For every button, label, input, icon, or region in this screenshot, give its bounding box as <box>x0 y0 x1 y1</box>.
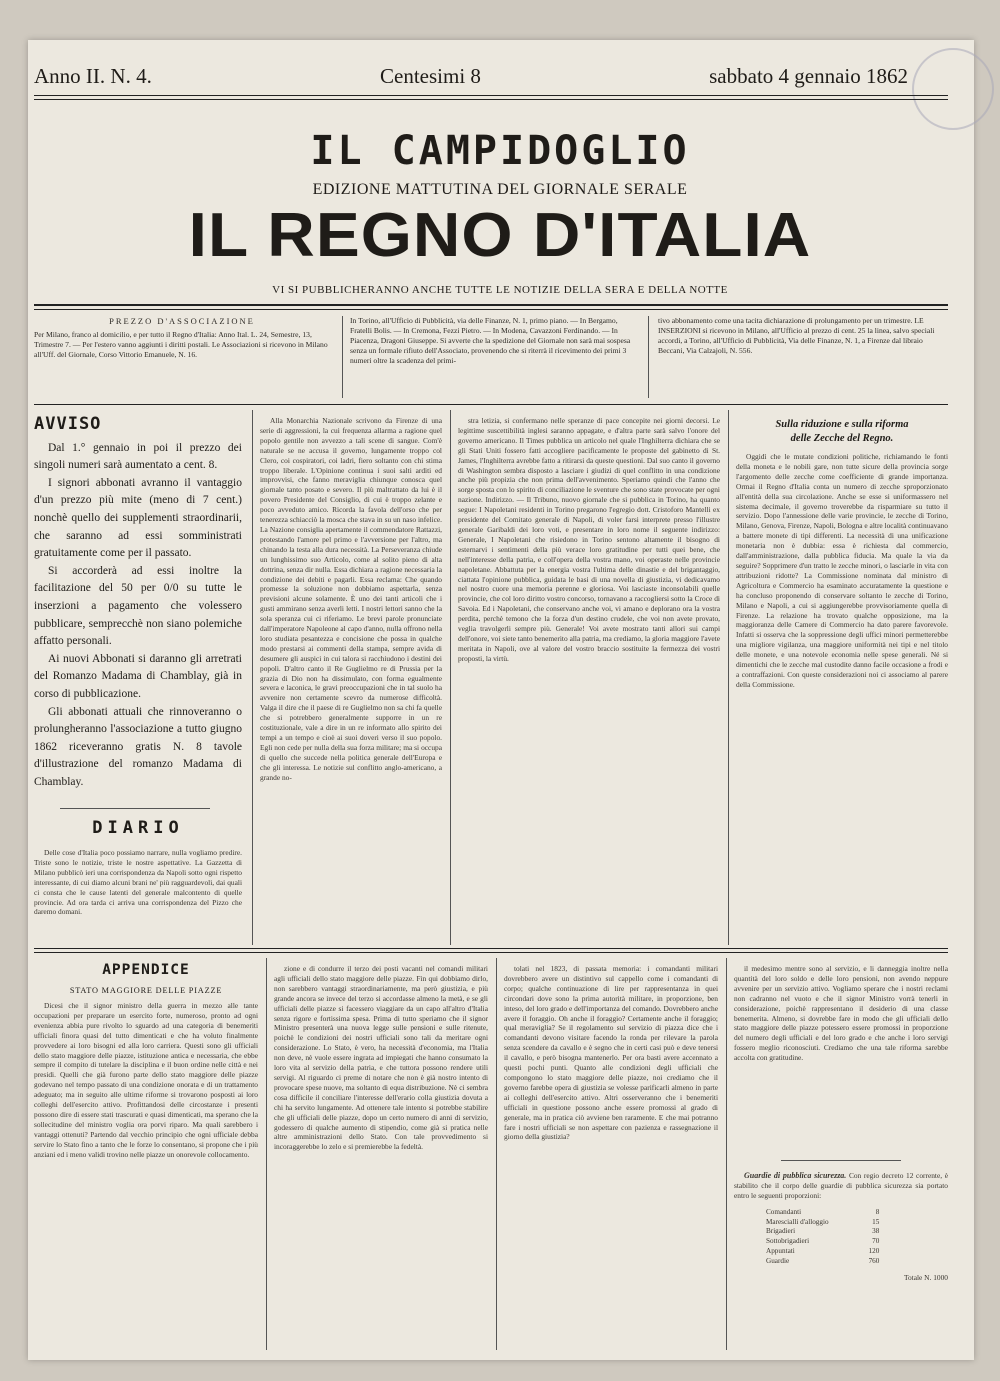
appendice-title: APPENDICE <box>102 962 190 978</box>
guardie-intro <box>734 1171 948 1204</box>
lower-divider-1 <box>266 958 267 1350</box>
masthead-main-title: IL REGNO D'ITALIA <box>188 201 812 270</box>
library-stamp <box>912 48 994 130</box>
guardie-label: Comandanti <box>766 1207 802 1216</box>
masthead-subtitle: EDIZIONE MATTUTINA DEL GIORNALE SERALE <box>312 181 688 198</box>
guardie-paragraph <box>734 1171 948 1201</box>
zecche-title-line2: delle Zecche del Regno. <box>790 433 894 444</box>
dateline-rule <box>34 95 948 96</box>
column-divider-3 <box>728 410 729 945</box>
inserzioni-info: tivo abbonamento come una tacita dichiarazione di prolungamento per un trimestre. LE INSERZIONI si ricevono in Milano, all'Ufficio al prezzo di cent. 25 la linea, salvo speciali accordi, a Torino, all'Ufficio di Pubblicità, Via delle Finanze, N. 1, a Firenze dal libraio Beccani, Via Calzajoli, N. 556. <box>658 316 935 355</box>
zecche-article <box>736 418 948 938</box>
appendice-section <box>34 962 258 1352</box>
guardie-value: 120 <box>868 1246 880 1255</box>
column-divider-1 <box>252 410 253 945</box>
diario-title: DIARIO <box>92 818 184 838</box>
guardie-label: Appuntati <box>766 1246 795 1255</box>
avviso-title: AVVISO <box>34 414 102 434</box>
table-row <box>762 1257 883 1267</box>
table-row <box>762 1208 883 1218</box>
masthead-tagline: VI SI PUBBLICHERANNO ANCHE TUTTE LE NOTIZIE DELLA SERA E DELLA NOTTE <box>272 284 728 296</box>
torino-info: In Torino, all'Ufficio di Pubblicità, via delle Finanze, N. 1, primo piano. — In Bergamo, Fratelli Bolis. — In Cremona, Fezzi Pietro. — In Modena, Cavazzoni Ferdinando. — In Piacenza, Dragoni Giuseppe. Si avverte che la spedizione del Giornale non sarà mai sospesa senza un formale rifiuto dell'Associato, provenendo che si riterrà il ricevimento dei primi 3 numeri oltre la scadenza del primi- <box>350 316 631 365</box>
lower-column-4-text <box>734 964 948 1150</box>
guardie-separator <box>781 1160 901 1161</box>
table-row <box>762 1218 883 1228</box>
column-2-text <box>260 416 442 938</box>
guardie-value: 760 <box>868 1256 880 1265</box>
guardie-title: Guardie di pubblica sicurezza. <box>744 1171 847 1180</box>
feuilleton-rule <box>34 948 948 949</box>
avviso-paragraph: Si accorderà ad essi inoltre la facilitazione del 50 per 0/0 su tutte le inserzioni a pagamento che volessero pubblicare, semprecchè non siano polemiche affatto personali. <box>34 564 242 648</box>
column-3-paragraph: stra letizia, si confermano nelle speranze di pace concepite nei giorni decorsi. Le legittime suscettibilità inglesi saranno appagate, e d'altra parte sarà salvo l'onore del governo americano. Il Times pubblica un articolo nel quale l'Inghilterra dichiara che se gli Stati Uniti fossero fatti accogliere pacificamente le proposte del gabinetto di St. James, l'Inghilterra avrebbe fatto a ritirarsi da queste questioni. Dal suo canto il governo di Washington sembra disposto a lasciare i giudizi di quel conflitto in una condizione anche più propizia che non prima dell'avvenimento. Speriamo quindi che l'anno che sorge sposta con lo spirito di conciliazione le sventure che sono state provocate per ogni nazione. Indirizzo. — Il Tribuno, nuovo giornale che si pubblica in Torino, ha quanto segue: I Napoletani residenti in Torino pregarono l'egregio dott. Cristoforo Mantelli ex presidente del Comitato generale di Napoli, di voler farsi interprete presso l'illustre generale Garibaldi dei loro voti, e presentare in loro nome il seguente indirizzo: Generale, I Napoletani che risiedono in Torino sentono altamente il bisogno di esternarvi i sentimenti della più verace loro gratitudine per tutti quei bene, che nell'interesse della patria, e coll'opera della vostra mano, voi operaste nelle provincie napoletane. Abbattuta per la energia vostra l'ultima delle dinastie e del brigantaggio, ciattata l'opinione pubblica, guidata le basi di una novella di giustizia, vi dedicavamo nel nostro cuore una memoria perenne e gloriosa. Voi lasciaste inconsolabili quelle provincie, che col loro diritto vostro concorso, tornavano a raccogliersi sotto la Croce di Savoia. Ed i Napoletani, che conservano anche voi, vi amano e deplorano ora la vostra perdita, perchè temono che la forza d'un destino crudele, che voi non avete provato, veglia travolgerli sempre più. Generale! Voi avete mostrato tanti allori sui campi dell'onore, voi siete tanto benemerito alla patria, ma crediamo, la gloria maggiore l'avete meritata in Napoli, ove al valore del vostro braccio sostituite la fermezza dei vostri proposti, la virtù. <box>458 416 720 663</box>
masthead-rule-thin <box>34 309 948 310</box>
avviso-section <box>34 416 242 791</box>
issue-price: Centesimi 8 <box>380 64 481 88</box>
issue-number: Anno II. N. 4. <box>34 64 152 88</box>
column-3-text <box>458 416 720 938</box>
subscription-info <box>34 316 948 398</box>
guardie-label: Sottobrigadieri <box>766 1237 810 1246</box>
lower-column-3-paragraph: tolati nel 1823, di passata memoria: i comandanti militari dovrebbero avere un distintivo sul cappello come i comandanti di corpo; qualche continuazione di lire per rappresentanza in quei circondari dove sono la prima autorità militare, in proporzione, ben inteso, del loro grado e dell'importanza del comando. Dovrebbero anche avere il foraggio. Oh anche il foraggio? Certamente anche il foraggio; qual meraviglia? Se il regolamento sul servizio di piazza dice che i comandanti devono visitare facendo la ronda per rilevare la parola senza scendere da cavallo e è segno che in certi casi può e deve tenersi il cavallo, e però bisogna mantenerlo. Per ora basti avere accennato a questi pochi punti. Quanto alle condizioni degli ufficiali che compongono lo stato maggiore delle piazze, noi crediamo che il governo farebbe opera di giustizia se volesse parificarli almeno in parte ai colleghi dell'esercito attivo. Altri osserveranno che i benemeriti ufficiali in questione possono anche essere promossi al grado di generale, ma in pratica ciò avviene ben raramente. E che mai potranno fare i nostri ufficiali se non aspettare con pazienza e rassegnazione il giorno della giustizia? <box>504 964 718 1142</box>
column-divider-2 <box>450 410 451 945</box>
lower-column-3 <box>504 964 718 1350</box>
table-row <box>762 1227 883 1237</box>
diario-text <box>34 848 242 938</box>
guardie-value: 70 <box>872 1237 880 1246</box>
diario-paragraph: Delle cose d'Italia poco possiamo narrare, nulla vogliamo predire. Triste sono le notizie, triste le nostre aspettative. La Gazzetta di Milano pubblicò ieri una corrispondenza da Napoli sotto ogni rispetto interessante, di cui diamo alcuni brani ne' più ragguardevoli, dai quali ci consta che le cause latenti del generale malcontento di quelle provincie. Ad ora tarda ci arriva una corrispondenza del Pizzo che daremo domani. <box>34 848 242 917</box>
guardie-label: Marescialli d'alloggio <box>766 1217 829 1226</box>
avviso-separator <box>60 808 210 809</box>
guardie-value: 15 <box>872 1217 880 1226</box>
avviso-paragraph: Ai nuovi Abbonati si daranno gli arretrati del Romanzo Madama di Chamblay, già in corso di pubblicazione. <box>34 652 242 700</box>
guardie-label: Brigadieri <box>766 1227 796 1236</box>
lower-divider-3 <box>726 958 727 1350</box>
info-divider-1 <box>342 316 343 398</box>
lower-column-2-paragraph: zione e di condurre il terzo dei posti vacanti nel comandi militari agli ufficiali dello stato maggiore delle piazze. Fin qui dobbiamo dirlo, non sarebbero vantaggi straordinariamente, ma però giustizia, e più grande ancora se invece del terzo si accordasse almeno la metà, e se gli ufficiali delle piazze si facessero viaggiare da un capo all'altro d'Italia senza rigore e fortissima spesa. Prima di tutto speriamo che il signor Ministro presenterà una nuova legge sulle pensioni e sulle ritenute, poichè le condizioni dei nostri ufficiali sono tali da meritare ogni considerazione. Lo Stato, è vero, ha necessità d'economia, ma l'Italia non deve, nè vuole essere ingrata ad impiegati che hanno consumato la loro vita al servizio della patria, e che tuttora possono rendere utili servigi. Al riguardo ci preme di notare che non è già nostro intento di provocare spese nuove, ma soltanto di equa distribuzione. Nè ci sembra cosa difficile il conciliare l'interesse dell'erario colla giustizia dovuta a chi ha servito lungamente. Ad ottenere tale intento si potrebbe stabilire che gli ufficiali delle piazze, dopo un certo numero di anni di servizio, godessero di qualche aumento di stipendio, come già si pratica nelle altre amministrazioni dello Stato. Con tale provvedimento si incoraggerebbe lo zelo e si premierebbe la fedeltà. <box>274 964 488 1152</box>
guardie-text: Con regio decreto 12 corrente, è stabilito che il corpo delle guardie di pubblica sicurezza sia portato entro le seguenti proporzioni: <box>734 1171 948 1200</box>
info-rule <box>34 404 948 405</box>
zecche-title-line1: Sulla riduzione e sulla riforma <box>775 419 909 430</box>
info-divider-2 <box>648 316 649 398</box>
lower-column-2 <box>274 964 488 1350</box>
prezzo-text: Per Milano, franco al domicilio, e per tutto il Regno d'Italia: Anno Ital. L. 24, Semestre, 13, Trimestre 7. — Per l'estero vanno aggiunti i diritti postali. Le Associazioni si ricevono in Milano all'Uff. del Giornale, Corso Vittorio Emanuele, N. 16. <box>34 330 328 359</box>
lower-column-4-paragraph: il medesimo mentre sono al servizio, e li danneggia inoltre nella quantità del loro soldo e delle loro pensioni, non avendo neppure avvenire per un servizio attivo. Vogliamo sperare che i nostri reclami non cadranno nel vuoto e che il signor Ministro vorrà tenerli in considerazione, poichè rappresentano il desiderio di una classe benemerita. Almeno, si dovrebbe fare in modo che gli ufficiali dello stato maggiore delle piazze potessero essere promossi in proporzione del numero degli ufficiali e del loro grado e che anche i loro servigi fossero meglio riconosciuti. Crediamo che una tale riforma sarebbe accolta con gratitudine. <box>734 964 948 1063</box>
guardie-label: Guardie <box>766 1256 790 1265</box>
masthead-rule <box>34 304 948 306</box>
prezzo-associazione <box>34 316 330 398</box>
table-row <box>762 1247 883 1257</box>
guardie-table <box>762 1208 883 1267</box>
avviso-paragraph: Gli abbonati attuali che rinnoveranno o prolungheranno l'associazione a tutto giugno 1862 riceveranno gratis N. 8 tavole d'illustrazione del romanzo Madama di Chamblay. <box>34 705 242 788</box>
appendice-subtitle: STATO MAGGIORE DELLE PIAZZE <box>69 986 223 995</box>
guardie-total: Totale N. 1000 <box>903 1272 948 1282</box>
prezzo-heading: PREZZO D'ASSOCIAZIONE <box>109 316 255 326</box>
feuilleton-rule-thin <box>34 952 948 953</box>
lower-column-4 <box>734 964 948 1350</box>
masthead-title: IL CAMPIDOGLIO <box>310 128 690 174</box>
zecche-paragraph: Oggidì che le mutate condizioni politiche, richiamando le fonti della moneta e le nobili gare, non tutte sicure della provincia sorge l'argomento delle zecche come coefficiente di grande importanza. Ormai il Regno d'Italia conta un numero di zecche sproporzionato all'entità della sua circolazione. Anche se esse si uniformassero nel sistema decimale, il governo troverebbe da risparmiare su tutto il servizio. Dopo l'annessione delle varie provincie, le zecche di Torino, Milano, Genova, Firenze, Napoli, Bologna e altre località continuavano a battere monete di tipi differenti. La necessità di una unificazione monetaria non è dubbia: essa è richiesta dal commercio, dall'amministrazione, dalla pubblica fiducia. Ma quale la via da seguire? Sopprimere d'un tratto le zecche minori, o lasciarle in vita con attribuzioni ridotte? La Commissione nominata dal ministro di Agricoltura e Commercio ha esaminato accuratamente la questione e ha concluso proponendo di conservare soltanto le zecche di Torino, Milano e Napoli, a cui si aggiungerebbe provvisoriamente quella di Firenze. La relazione ha trovato qualche opposizione, ma la maggioranza delle Camere di Commercio ha dato parere favorevole. Infatti si osserva che la soppressione degli uffici minori permetterebbe una migliore vigilanza, una maggiore uniformità nei tipi e nel titolo delle monete, e una notevole economia nelle spese generali. Né si dimentichi che le zecche mal custodite danno facile occasione a frodi e a contraffazioni. Con queste considerazioni noi ci associamo al parere della Commissione. <box>736 452 948 689</box>
dateline-rule-thin <box>34 99 948 100</box>
appendice-text <box>34 1001 258 1341</box>
column-2-paragraph: Alla Monarchia Nazionale scrivono da Firenze di una serie di aggressioni, la cui frequenza allarma a ragione quel popolo gentile non avvezzo a tali scene di sangue. Com'è naturale se ne accusa il governo, lungamente troppo col Clero, coi cospiratori, coi ladri, fiero soltanto con chi stima troppo liberale. L'Opinione continua i suoi salti arditi ed improvvisi, che fanno meraviglia chiunque conosca quel giornale tanto posato e severo. Il più maltrattato da lui è il povero Presidente del Consiglio, di cui è troppo zelante e poco avveduto amico. Ricorda la favola dell'orso che per tenerezza schiacciò la mosca che stava in su un naso infelice. La Nazione consiglia apertamente il commendatore Rattazzi, protestando l'amore pel primo e l'avversione per l'altro, ma chinando la testa alla dura necessità. La Perseveranza chiude un lunghissimo suo Articolo, come al solito pieno di alta dottrina, senza dir nulla. Essa dichiara a ragione necessaria la condizione dei debiti e pagarli. Essa reclama: Che quando promesse la soluzione non dobbiamo aspettarla, senza previsioni alcune solamente. È uno dei tanti articoli che i gusti ammirano senza averli letti. I nostri lettori sanno che la sola speranza cui ci riferiamo. Le brevi parole pronunciate dall'imperatore Napoleone al capo d'anno, nulla offrono nella loro studiata pesantezza e concisione che possa in qualche modo prestarsi ai commenti della stampa, sempre avida di desumere gli auspici in cui talora si racchiudono i destini dei popoli. D'altro canto il Re Guglielmo re di Prussia per la grazia di Dio non ha dissimulato, con forma egualmente severa e laconica, le gravi preoccupazioni che in tal suolo ha avvenire non certamente scevro da numerose difficoltà. Valga il dire che il paese di re Guglielmo non sa chi fa quelle che si potrebbero generalmente supporre in un re costituzionale, vale a dire in un re informato allo spirito dei tempi a un tempo e cioè ai suoi doveri verso il suo popolo. Egli non cede per nulla della sua forza militare; ma si occupa di quello che succede nella politica generale dell'Europa e che gli interessa. Le notizie sul conflitto anglo-americano, a grande no- <box>260 416 442 782</box>
issue-date: sabbato 4 gennaio 1862 <box>709 64 908 88</box>
appendice-paragraph: Dicesi che il signor ministro della guerra in mezzo alle tante occupazioni per preparare un esercito forte, numeroso, pronto ad ogni evenienza abbia pure rivolto lo sguardo ad una categoria di benemeriti ufficiali finora quasi del tutto dimenticati e che ha voluto finalmente provvedere ai loro bisogni ed alla loro carriera. Questi sono gli ufficiali dello stato maggiore delle piazze, istituzione antica e necessaria, che ebbe sempre il compito di tutelare la disciplina e il buon ordine nelle città e nei presidi. Quelli che già furono parte dello stato maggiore delle piazze godevano nel tempo passato di una condizione onorata e di un trattamento adeguato; ma in seguito alle ultime riforme si trovarono posposti ai loro colleghi dell'esercito attivo. Profittandosi delle circostanze i presenti possono dire di essere stati trascurati e quasi dimenticati, ma sperano che la sollecitudine del ministro voglia ora porvi riparo. Ma quali sarebbero i vantaggi ottenuti? Partendo dal vecchio principio che ogni ufficiale debba servire lo Stato fino a tanto che le forze lo consentano, si propone che i più anziani ed i meno validi trovino nelle piazze un onorevole collocamento. <box>34 1001 258 1159</box>
table-row <box>762 1237 883 1247</box>
zecche-text <box>736 452 948 932</box>
avviso-paragraph: I signori abbonati avranno il vantaggio d'un prezzo più mite (meno di 7 cent.) nonchè quello dei supplementi straordinarii, che saranno ad essi somministrati gratuitamente come per il passato. <box>34 476 242 560</box>
guardie-value: 8 <box>875 1207 880 1216</box>
lower-divider-2 <box>496 958 497 1350</box>
avviso-paragraph: Dal 1.° gennaio in poi il prezzo dei singoli numeri sarà aumentato a cent. 8. <box>34 441 242 472</box>
guardie-value: 38 <box>872 1227 880 1236</box>
dateline <box>34 64 908 89</box>
